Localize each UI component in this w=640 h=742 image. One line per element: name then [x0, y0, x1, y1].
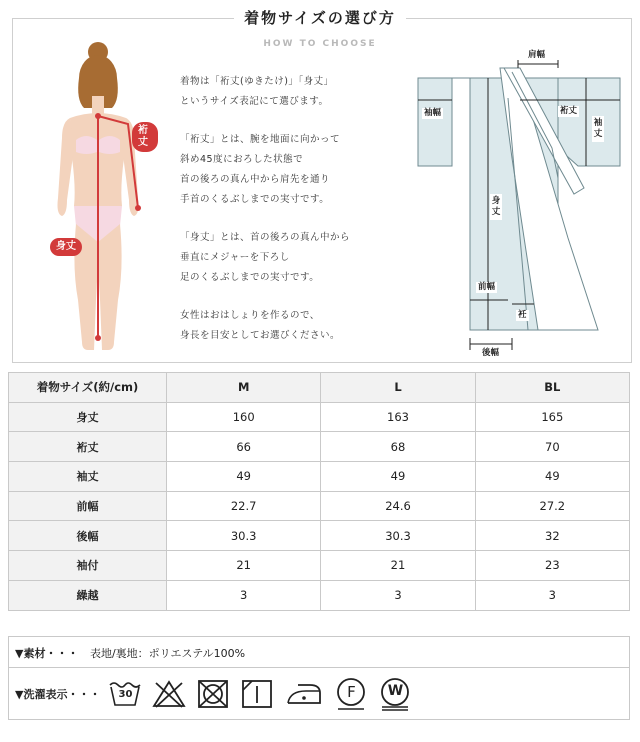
label-katahaba: 肩幅 — [528, 50, 546, 60]
washing-info — [8, 668, 630, 720]
no-tumble-dry-icon — [196, 678, 230, 710]
table-row — [9, 462, 630, 492]
cell-value: 30.3 — [321, 521, 475, 551]
guide-subtitle: HOW TO CHOOSE — [263, 39, 377, 49]
material-value: 表地/裏地：ポリエステル100% — [89, 647, 246, 660]
tag-mitake: 身丈 — [50, 238, 82, 256]
table-row — [9, 580, 630, 610]
row-label: 後幅 — [9, 521, 167, 551]
cell-value: 23 — [475, 551, 629, 581]
cell-value: 21 — [321, 551, 475, 581]
label-sodehaba: 袖幅 — [424, 108, 442, 118]
size-table — [8, 372, 630, 611]
wet-clean-w-icon — [378, 677, 412, 711]
line-dry-shade-icon — [240, 678, 274, 710]
woman-figure-icon — [48, 38, 158, 356]
row-label: 袖丈 — [9, 462, 167, 492]
cell-value: 3 — [475, 580, 629, 610]
size-guide-section — [8, 8, 632, 364]
washing-label: ▼洗濯表示・・・ — [15, 687, 101, 701]
header-label: 着物サイズ(約/cm) — [9, 373, 167, 403]
cell-value: 49 — [475, 462, 629, 492]
material-label: ▼素材・・・ — [15, 647, 79, 660]
row-label: 裄丈 — [9, 432, 167, 462]
cell-value: 3 — [321, 580, 475, 610]
row-label: 繰越 — [9, 580, 167, 610]
cell-value: 30.3 — [167, 521, 321, 551]
table-row — [9, 432, 630, 462]
row-label: 袖付 — [9, 551, 167, 581]
cell-value: 24.6 — [321, 491, 475, 521]
label-mitake: 身丈 — [490, 194, 502, 220]
label-ushirohaba: 後幅 — [482, 348, 500, 358]
wash-temp: 30 — [118, 688, 133, 700]
paragraph-4: 女性はおはしょりを作るので、 身長を目安としてお選びください。 — [180, 310, 341, 341]
cell-value: 32 — [475, 521, 629, 551]
cell-value: 68 — [321, 432, 475, 462]
cell-value: 21 — [167, 551, 321, 581]
material-info — [8, 636, 630, 668]
care-symbols — [108, 677, 412, 711]
label-yukitake: 裄丈 — [560, 106, 578, 116]
cell-value: 22.7 — [167, 491, 321, 521]
cell-value: 165 — [475, 402, 629, 432]
table-row — [9, 402, 630, 432]
paragraph-1: 着物は「裄丈(ゆきたけ)」「身丈」 というサイズ表記にて選びます。 — [180, 76, 334, 107]
paragraph-3: 「身丈」とは、首の後ろの真ん中から 垂直にメジャーを下ろし 足のくるぶしまでの実寸です。 — [180, 232, 351, 283]
table-row — [9, 521, 630, 551]
table-row — [9, 491, 630, 521]
wash-30-icon — [108, 679, 142, 709]
label-okumi: 衽 — [518, 310, 527, 320]
label-maehaba: 前幅 — [478, 282, 496, 292]
header-size-m: M — [167, 373, 321, 403]
explanation-text — [180, 72, 405, 364]
iron-low-icon — [284, 679, 324, 709]
cell-value: 163 — [321, 402, 475, 432]
guide-title: 着物サイズの選び方 — [234, 8, 406, 28]
table-header-row — [9, 373, 630, 403]
cell-value: 3 — [167, 580, 321, 610]
label-sodetake: 袖丈 — [592, 116, 604, 142]
cell-value: 70 — [475, 432, 629, 462]
tag-yuki: 裄丈 — [132, 122, 158, 152]
header-size-bl: BL — [475, 373, 629, 403]
row-label: 身丈 — [9, 402, 167, 432]
cell-value: 160 — [167, 402, 321, 432]
paragraph-2: 「裄丈」とは、腕を地面に向かって 斜め45度におろした状態で 首の後ろの真ん中から肩先を通り 手首のくるぶしまでの実寸です。 — [180, 134, 341, 205]
header-size-l: L — [321, 373, 475, 403]
table-row — [9, 551, 630, 581]
cell-value: 66 — [167, 432, 321, 462]
wet-clean-letter: W — [387, 682, 404, 699]
cell-value: 27.2 — [475, 491, 629, 521]
cell-value: 49 — [321, 462, 475, 492]
no-bleach-icon — [152, 679, 186, 709]
dry-clean-f-icon — [334, 677, 368, 711]
kimono-diagram — [408, 38, 630, 360]
dry-clean-letter: F — [347, 682, 356, 701]
row-label: 前幅 — [9, 491, 167, 521]
cell-value: 49 — [167, 462, 321, 492]
body-figure-illustration — [48, 38, 158, 356]
